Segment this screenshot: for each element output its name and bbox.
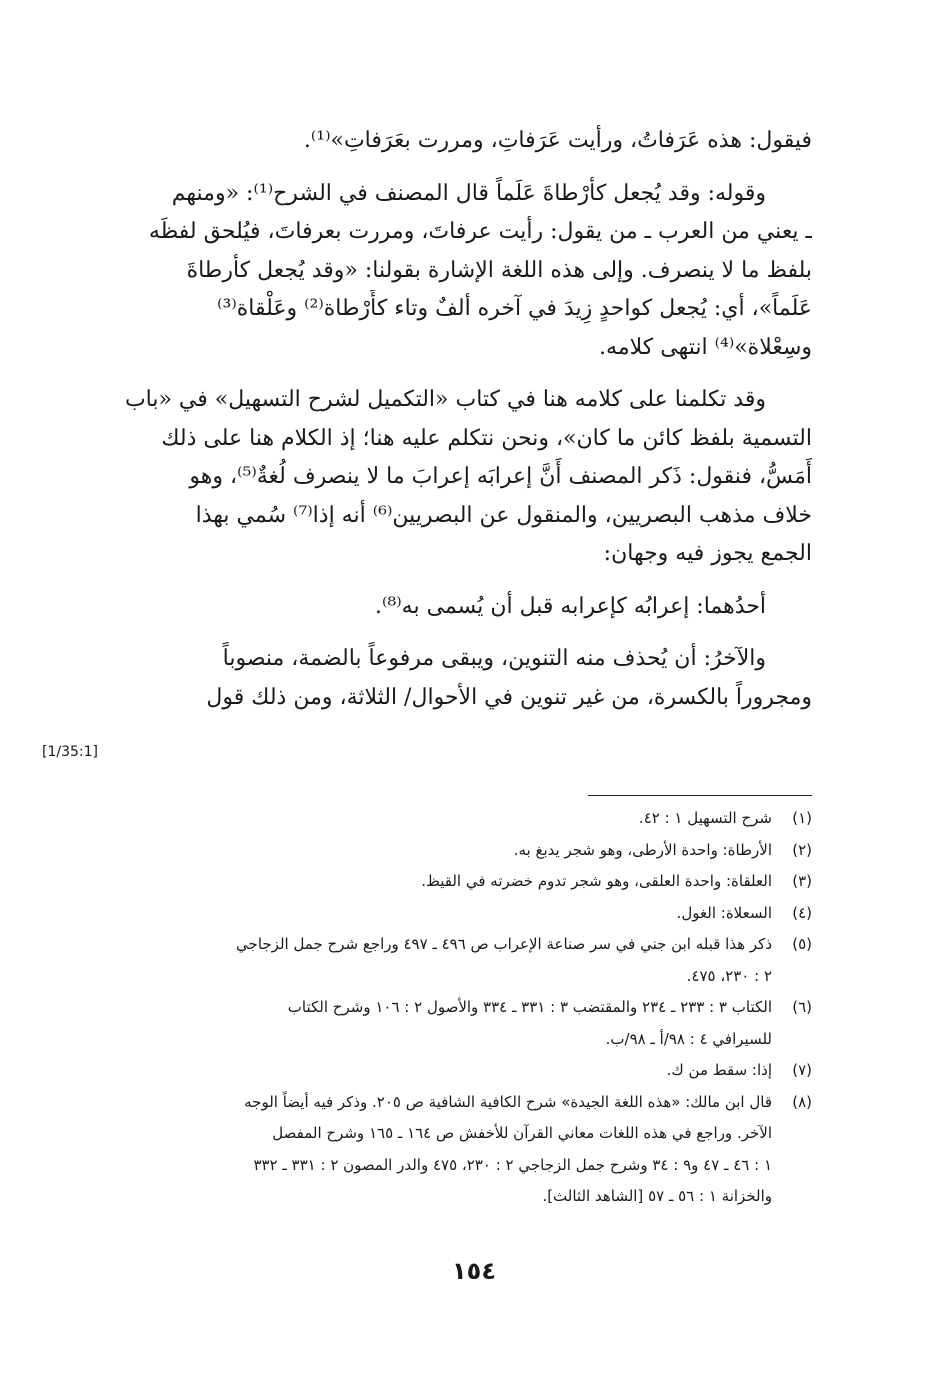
footnotes <box>108 803 812 1213</box>
paragraph-gap <box>112 574 812 588</box>
main-text <box>112 122 812 717</box>
page-number: ١٥٤ <box>452 1257 496 1285</box>
text-line: أحدُهما: إعرابُه كإعرابه قبل أن يُسمى به⁽⁸⁾. <box>375 593 766 619</box>
text-line: ومجروراً بالكسرة، من غير تنوين في الأحوال/ الثلاثة، ومن ذلك قول <box>206 684 812 710</box>
footnote-text: الكتاب ٣ : ٢٣٣ ـ ٢٣٤ والمقتضب ٣ : ٣٣١ ـ ٣٣٤ والأصول ٢ : ١٠٦ وشرح الكتاب <box>287 998 772 1016</box>
footnote-text: ٢ : ٢٣٠، ٤٧٥. <box>686 966 772 985</box>
text-line: التسمية بلفظ كائن ما كان»، ونحن نتكلم عليه هنا؛ إذ الكلام هنا على ذلك <box>161 425 812 451</box>
footnote-text: ١ : ٤٦ ـ ٤٧ و٩ : ٣٤ وشرح جمل الزجاجي ٢ : ٢٣٠، ٤٧٥ والدر المصون ٢ : ٣٣١ ـ ٣٣٢ <box>253 1155 772 1174</box>
footnote-text: العلقاة: واحدة العلقى، وهو شجر تدوم خضرته في القيظ. <box>421 872 772 890</box>
text-line: أَمَسُّ، فنقول: ذَكر المصنف أَنَّ إعرابَه إعرابَ ما لا ينصرف لُغةٌ⁽⁵⁾، وهو <box>189 464 812 489</box>
footnote-number: (٢) <box>792 840 812 859</box>
paragraph-gap <box>112 367 812 381</box>
footnote-item <box>108 992 812 1055</box>
text-line: خلاف مذهب البصريين، والمنقول عن البصريين⁽⁶⁾ أنه إذا⁽⁷⁾ سُمي بهذا <box>195 502 812 528</box>
footnote-text: إذا: سقط من ك. <box>666 1061 772 1079</box>
footnote-text: قال ابن مالك: «هذه اللغة الجيدة» شرح الكافية الشافية ص ٢٠٥. وذكر فيه أيضاً الوجه <box>244 1092 772 1111</box>
text-line: وقد تكلمنا على كلامه هنا في كتاب «التكميل لشرح التسهيل» في «باب <box>124 387 766 412</box>
footnote-separator <box>588 795 812 796</box>
footnote-item <box>108 803 812 835</box>
footnote-number: (٣) <box>792 872 812 890</box>
text-line: الجمع يجوز فيه وجهان: <box>603 541 812 566</box>
footnote-number: (١) <box>792 809 812 827</box>
footnote-item <box>108 898 812 930</box>
text-line: عَلَماً»، أي: يُجعل كواحدٍ زِيدَ في آخره ألفٌ وتاء كأَرْطاة⁽²⁾ وعَلْقاة⁽³⁾ <box>217 296 812 321</box>
text-line: وسِعْلاة»⁽⁴⁾ انتهى كلامه. <box>599 334 812 360</box>
footnote-number: (٥) <box>792 935 812 953</box>
footnote-text: الأرطاة: واحدة الأرطى، وهو شجر يدبغ به. <box>513 840 772 859</box>
footnote-item <box>108 835 812 867</box>
text-line: والآخرُ: أن يُحذف منه التنوين، ويبقى مرفوعاً بالضمة، منصوباً <box>222 646 766 671</box>
footnote-text: السعلاة: الغول. <box>676 903 772 922</box>
paragraph-gap <box>112 161 812 175</box>
footnote-number: (٦) <box>792 998 812 1016</box>
footnote-item <box>108 1055 812 1087</box>
text-line: وقوله: وقد يُجعل كأرْطاةَ عَلَماً قال المصنف في الشرح⁽¹⁾: «ومنهم <box>171 180 766 206</box>
footnote-text: ذكر هذا قبله ابن جني في سر صناعة الإعراب ص ٤٩٦ ـ ٤٩٧ وراجع شرح جمل الزجاجي <box>236 935 772 953</box>
footnote-number: (٨) <box>792 1092 812 1111</box>
text-line: بلفظ ما لا ينصرف. وإلى هذه اللغة الإشارة بقولنا: «وقد يُجعل كأرطاةَ <box>186 257 812 283</box>
footnote-text: شرح التسهيل ١ : ٤٢. <box>638 809 772 827</box>
paragraph-gap <box>112 626 812 640</box>
footnote-item <box>108 1087 812 1213</box>
footnote-text: الآخر. وراجع في هذه اللغات معاني القرآن للأخفش ص ١٦٤ ـ ١٦٥ وشرح المفصل <box>272 1124 772 1142</box>
text-line: فيقول: هذه عَرَفاتُ، ورأيت عَرَفاتِ، ومررت بعَرَفاتِ»⁽¹⁾. <box>303 128 812 153</box>
footnote-item <box>108 866 812 898</box>
manuscript-reference: [1/35:1] <box>42 744 98 760</box>
footnote-number: (٤) <box>792 903 812 922</box>
text-line: ـ يعني من العرب ـ من يقول: رأيت عرفاتَ، ومررت بعرفاتَ، فيُلحق لفظَه <box>148 219 812 244</box>
footnote-number: (٧) <box>792 1061 812 1079</box>
footnote-item <box>108 929 812 992</box>
footnote-text: والخزانة ١ : ٥٦ ـ ٥٧ [الشاهد الثالث]. <box>542 1187 772 1205</box>
footnote-text: للسيرافي ٤ : ٩٨/أ ـ ٩٨/ب. <box>605 1029 772 1048</box>
